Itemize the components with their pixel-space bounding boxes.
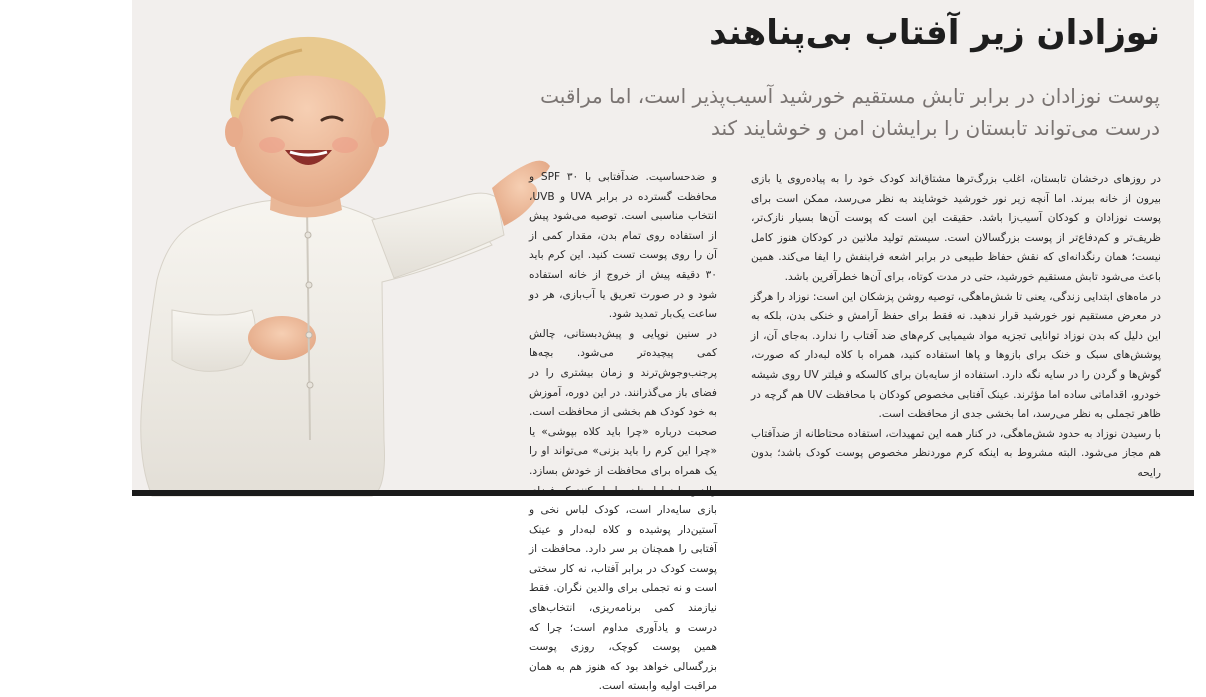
article-lede: پوست نوزادان در برابر تابش مستقیم خورشید آسیب‌پذیر است، اما مراقبت درست می‌تواند تابستان را برایشان امن و خوشایند کند [540, 84, 1160, 140]
paragraph: و ضدحساسیت. ضدآفتابی با SPF ۳۰ و محافظت گسترده در برابر UVA و UVB، انتخاب مناسبی است. توصیه می‌شود پیش از استفاده روی تمام بدن، مقدار کمی از آن را روی پوست تست کنید. این کرم باید ۳۰ دقیقه پیش از خروج از خانه استفاده شود و در صورت تعریق یا آب‌بازی، هر دو ساعت یک‌بار تمدید شود. [529, 171, 717, 321]
article-headline: نوزادان زیر آفتاب بی‌پناهند [709, 13, 1160, 53]
paragraph: در سنین نوپایی و پیش‌دبستانی، چالش کمی پیچیده‌تر می‌شود. بچه‌ها پرجنب‌وجوش‌ترند و زمان بیشتری را در فضای باز می‌گذرانند. در این دوره، آموزش به خود کودک هم بخشی از محافظت است. صحبت درباره «چرا باید کلاه بپوشی» یا «چرا این کرم را باید بزنی» می‌تواند او را یک همراه برای محافظت از خودش بسازد. بازی سایه‌دار است، کودک لباس نخی و آستین‌دار پوشیده و کلاه لبه‌دار و عینک آفتابی را همچنان بر سر دارد. محافظت از پوست کودک در برابر آفتاب، نه کار سختی است و نه تجملی برای والدین نگران. فقط نیازمند کمی برنامه‌ریزی، انتخاب‌های درست و یادآوری مداوم است؛ چرا که همین پوست کوچک، روزی پوست بزرگسالی خواهد بود که هنوز هم به همان مراقبت اولیه وابسته است. [529, 327, 717, 693]
paragraph: با رسیدن نوزاد به حدود شش‌ماهگی، در کنار همه این تمهیدات، استفاده محتاطانه از ضدآفتاب هم مجاز می‌شود. البته مشروط به اینکه کرم موردنظر مخصوص پوست کودک باشد؛ بدون رایحه [751, 427, 1161, 479]
body-column-left [529, 168, 717, 697]
paragraph: در ماه‌های ابتدایی زندگی، یعنی تا شش‌ماهگی، توصیه روشن پزشکان این است: نوزاد را هرگز در معرض مستقیم نور خورشید قرار ندهید. نه فقط برای حفظ آرامش و خنکی بدن، بلکه به این دلیل که بدن نوزاد توانایی تجزیه مواد شیمیایی کرم‌های ضد آفتاب را ندارد. به‌جای آن، از پوشش‌های سبک و خنک برای بازوها و پاها استفاده کنید، همراه با کلاه لبه‌دار که صورت، گوش‌ها و گردن را در سایه نگه دارد. استفاده از سایه‌بان برای کالسکه و فیلتر UV روی شیشه خودرو، اقداماتی ساده اما مؤثرند. عینک آفتابی مخصوص کودکان با محافظت UV هم گرچه در ظاهر تجملی به نظر می‌رسد، اما بخشی جدی از محافظت است. [751, 290, 1162, 421]
body-column-right [751, 170, 1161, 484]
bottom-rule [132, 490, 1194, 496]
paragraph: در روزهای درخشان تابستان، اغلب بزرگ‌ترها مشتاق‌اند کودک خود را به پیاده‌روی یا بازی بیرون از خانه ببرند. اما آنچه زیر نور خورشید خوشایند به نظر می‌رسد، ممکن است برای پوست نوزادان و کودکان آسیب‌زا باشد. حقیقت این است که پوست آن‌ها بسیار نازک‌تر، ظریف‌تر و کم‌دفاع‌تر از پوست بزرگسالان است. سیستم تولید ملانین در کودکان هنوز کامل نیست؛ همان رنگدانه‌ای که نقش حفاظ طبیعی در برابر اشعه فرابنفش را ایفا می‌کند. همین باعث می‌شود تابش مستقیم خورشید، حتی در مدت کوتاه، برای آن‌ها خطرآفرین باشد. [751, 173, 1161, 283]
magazine-page [132, 0, 1194, 693]
